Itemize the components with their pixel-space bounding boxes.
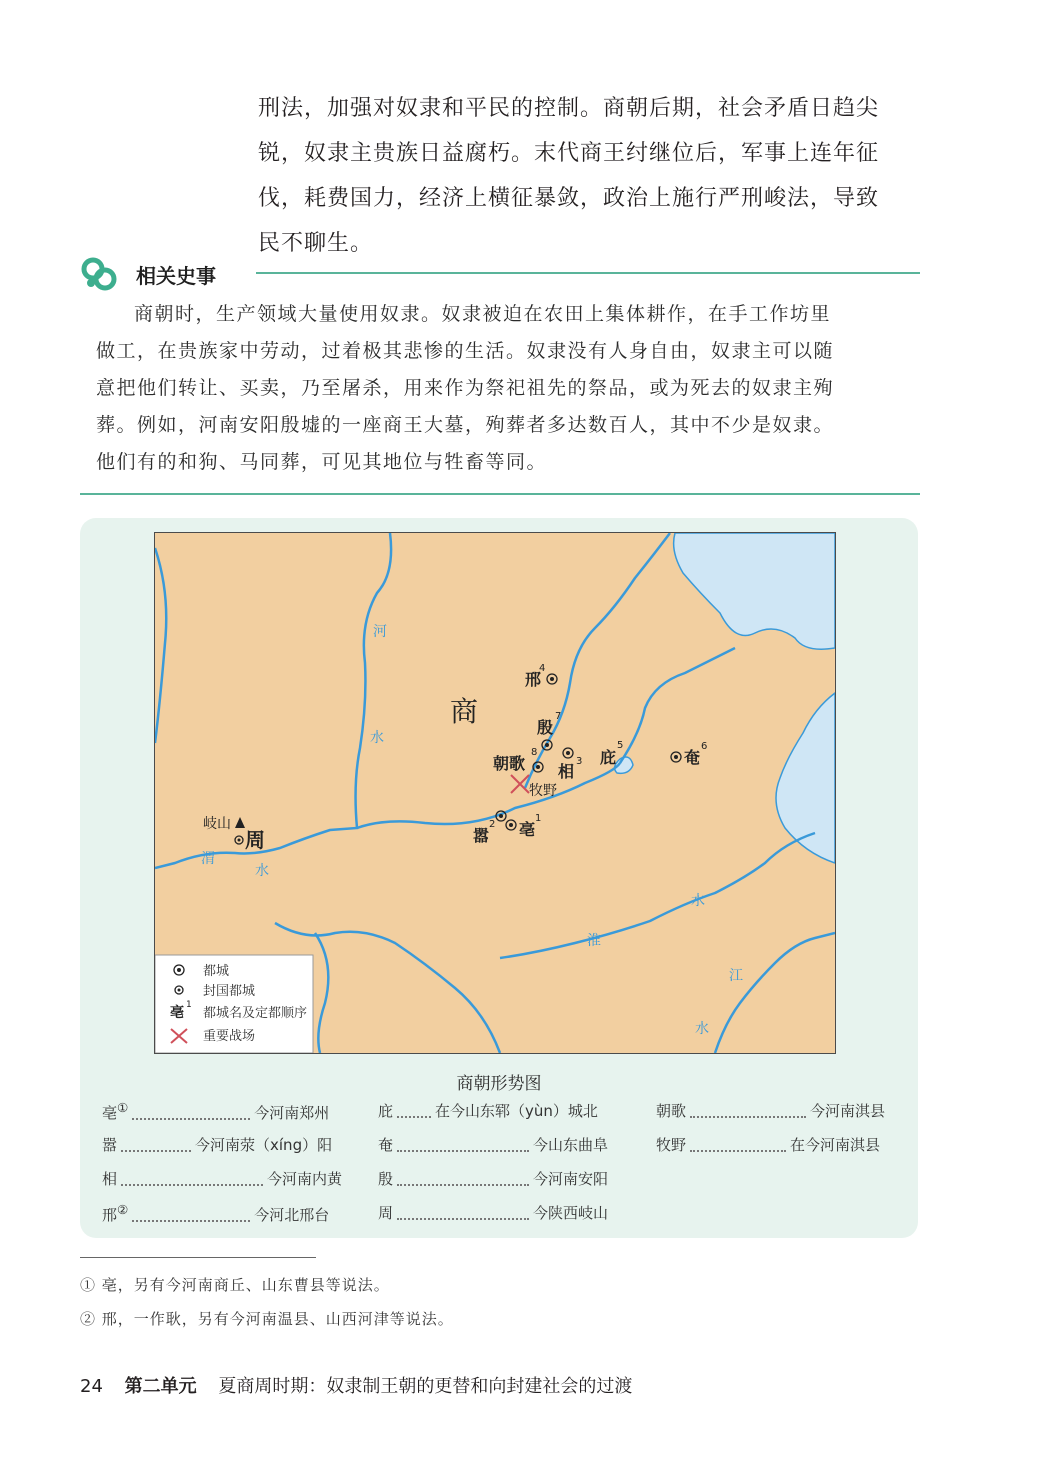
place-label: 邢 bbox=[525, 670, 542, 689]
unit-label: 第二单元 bbox=[124, 1376, 197, 1397]
place-label: 殷 bbox=[537, 718, 554, 737]
intro-line: 民不聊生。 bbox=[258, 231, 374, 256]
intro-line: 伐，耗费国力，经济上横征暴敛，政治上施行严刑峻法，导致 bbox=[258, 186, 880, 211]
map-drawing bbox=[155, 533, 835, 1053]
place-order: 6 bbox=[701, 741, 708, 752]
river-north-trib bbox=[620, 648, 735, 763]
page-number: 24 bbox=[80, 1376, 103, 1397]
section-bottom-divider bbox=[80, 493, 920, 495]
related-history-header bbox=[80, 256, 920, 290]
unit-title: 夏商周时期：奴隶制王朝的更替和向封建社会的过渡 bbox=[218, 1376, 633, 1397]
map-caption: 商朝形势图 bbox=[456, 1074, 542, 1094]
footnote-divider bbox=[80, 1257, 316, 1258]
river-label: 江 bbox=[729, 968, 743, 984]
legend-label: 封国都城 bbox=[203, 984, 256, 999]
place-order: 2 bbox=[489, 819, 496, 830]
intro-line: 锐，奴隶主贵族日益腐朽。末代商王纣继位后，军事上连年征 bbox=[258, 141, 880, 166]
section-divider bbox=[256, 272, 920, 274]
glossary-item: 嚣 今河南荥（xíng）阳 bbox=[102, 1136, 333, 1154]
capital-marker bbox=[671, 752, 681, 762]
glossary-item: 相 今河南内黄 bbox=[102, 1170, 343, 1188]
glossary-item: 朝歌 今河南淇县 bbox=[656, 1102, 886, 1120]
river-label: 淮 bbox=[587, 933, 601, 949]
footnote: ① 亳，另有今河南商丘、山东曹县等说法。 bbox=[80, 1276, 390, 1294]
place-label: 奄 bbox=[684, 748, 701, 767]
glossary-item: 周 今陕西岐山 bbox=[378, 1204, 609, 1222]
glossary-item: 牧野 在今河南淇县 bbox=[656, 1136, 881, 1154]
legend-label: 都城名及定都顺序 bbox=[203, 1006, 308, 1021]
place-label: 亳 bbox=[519, 820, 536, 839]
glossary-item: 亳① 今河南郑州 bbox=[102, 1100, 330, 1122]
footnote: ② 邢，一作耿，另有今河南温县、山西河津等说法。 bbox=[80, 1310, 454, 1328]
place-label: 牧野 bbox=[529, 783, 557, 799]
huai-river-main bbox=[500, 833, 815, 958]
river-label: 水 bbox=[370, 730, 384, 746]
vassal-capital-marker bbox=[235, 836, 243, 844]
place-label: 嚣 bbox=[473, 826, 490, 845]
section-line: 商朝时，生产领域大量使用奴隶。奴隶被迫在农田上集体耕作，在手工作坊里 bbox=[134, 303, 832, 325]
map-legend bbox=[155, 955, 313, 1053]
river-label: 水 bbox=[255, 863, 269, 879]
place-order: 8 bbox=[531, 747, 538, 758]
related-history-body bbox=[96, 296, 906, 481]
section-line: 葬。例如，河南安阳殷墟的一座商王大墓，殉葬者多达数百人，其中不少是奴隶。 bbox=[96, 414, 835, 436]
place-label: 周 bbox=[245, 828, 265, 852]
legend-example: 亳 bbox=[170, 1005, 184, 1021]
glossary-item: 殷 今河南安阳 bbox=[378, 1170, 609, 1188]
place-order: 3 bbox=[576, 756, 583, 767]
shang-map bbox=[154, 532, 836, 1054]
place-order: 1 bbox=[535, 813, 542, 824]
region-label: 商 bbox=[450, 695, 479, 728]
mountain-icon bbox=[235, 817, 245, 828]
place-label: 岐山 bbox=[203, 816, 231, 832]
legend-label: 都城 bbox=[203, 964, 230, 979]
section-line: 意把他们转让、买卖，乃至屠杀，用来作为祭祀祖先的祭品，或为死去的奴隶主殉 bbox=[96, 377, 835, 399]
intro-line: 刑法，加强对奴隶和平民的控制。商朝后期，社会矛盾日趋尖 bbox=[258, 96, 880, 121]
page-footer bbox=[80, 1372, 632, 1398]
intro-paragraph bbox=[258, 86, 922, 266]
place-order: 5 bbox=[617, 740, 624, 751]
place-label: 相 bbox=[558, 762, 575, 781]
yellow-river bbox=[155, 533, 391, 868]
river-label: 渭 bbox=[201, 851, 215, 867]
glossary-item: 庇 在今山东郓（yùn）城北 bbox=[378, 1102, 598, 1120]
legend-example-order: 1 bbox=[186, 1000, 192, 1010]
place-order: 7 bbox=[555, 711, 562, 722]
capital-marker bbox=[506, 820, 516, 830]
section-line: 做工，在贵族家中劳动，过着极其悲惨的生活。奴隶没有人身自由，奴隶主可以随 bbox=[96, 340, 835, 362]
section-title: 相关史事 bbox=[136, 264, 216, 288]
map-panel bbox=[80, 518, 918, 1238]
capital-marker bbox=[563, 748, 573, 758]
river-label: 水 bbox=[691, 893, 705, 909]
legend-label: 重要战场 bbox=[203, 1029, 256, 1044]
place-label: 朝歌 bbox=[493, 754, 526, 773]
glossary-item: 奄 今山东曲阜 bbox=[378, 1136, 609, 1154]
place-label: 庇 bbox=[600, 748, 617, 767]
southwest-river bbox=[315, 933, 328, 1053]
place-order: 4 bbox=[539, 663, 546, 674]
river-west-trib bbox=[155, 548, 166, 743]
glossary-item: 邢② 今河北邢台 bbox=[102, 1202, 330, 1224]
sea-area bbox=[674, 533, 835, 649]
river-label: 水 bbox=[695, 1021, 709, 1037]
capital-marker bbox=[547, 674, 557, 684]
section-line: 他们有的和狗、马同葬，可见其地位与牲畜等同。 bbox=[96, 451, 548, 473]
jiang-river bbox=[715, 933, 835, 1053]
related-history-icon bbox=[80, 256, 118, 292]
river-label: 河 bbox=[373, 624, 387, 640]
